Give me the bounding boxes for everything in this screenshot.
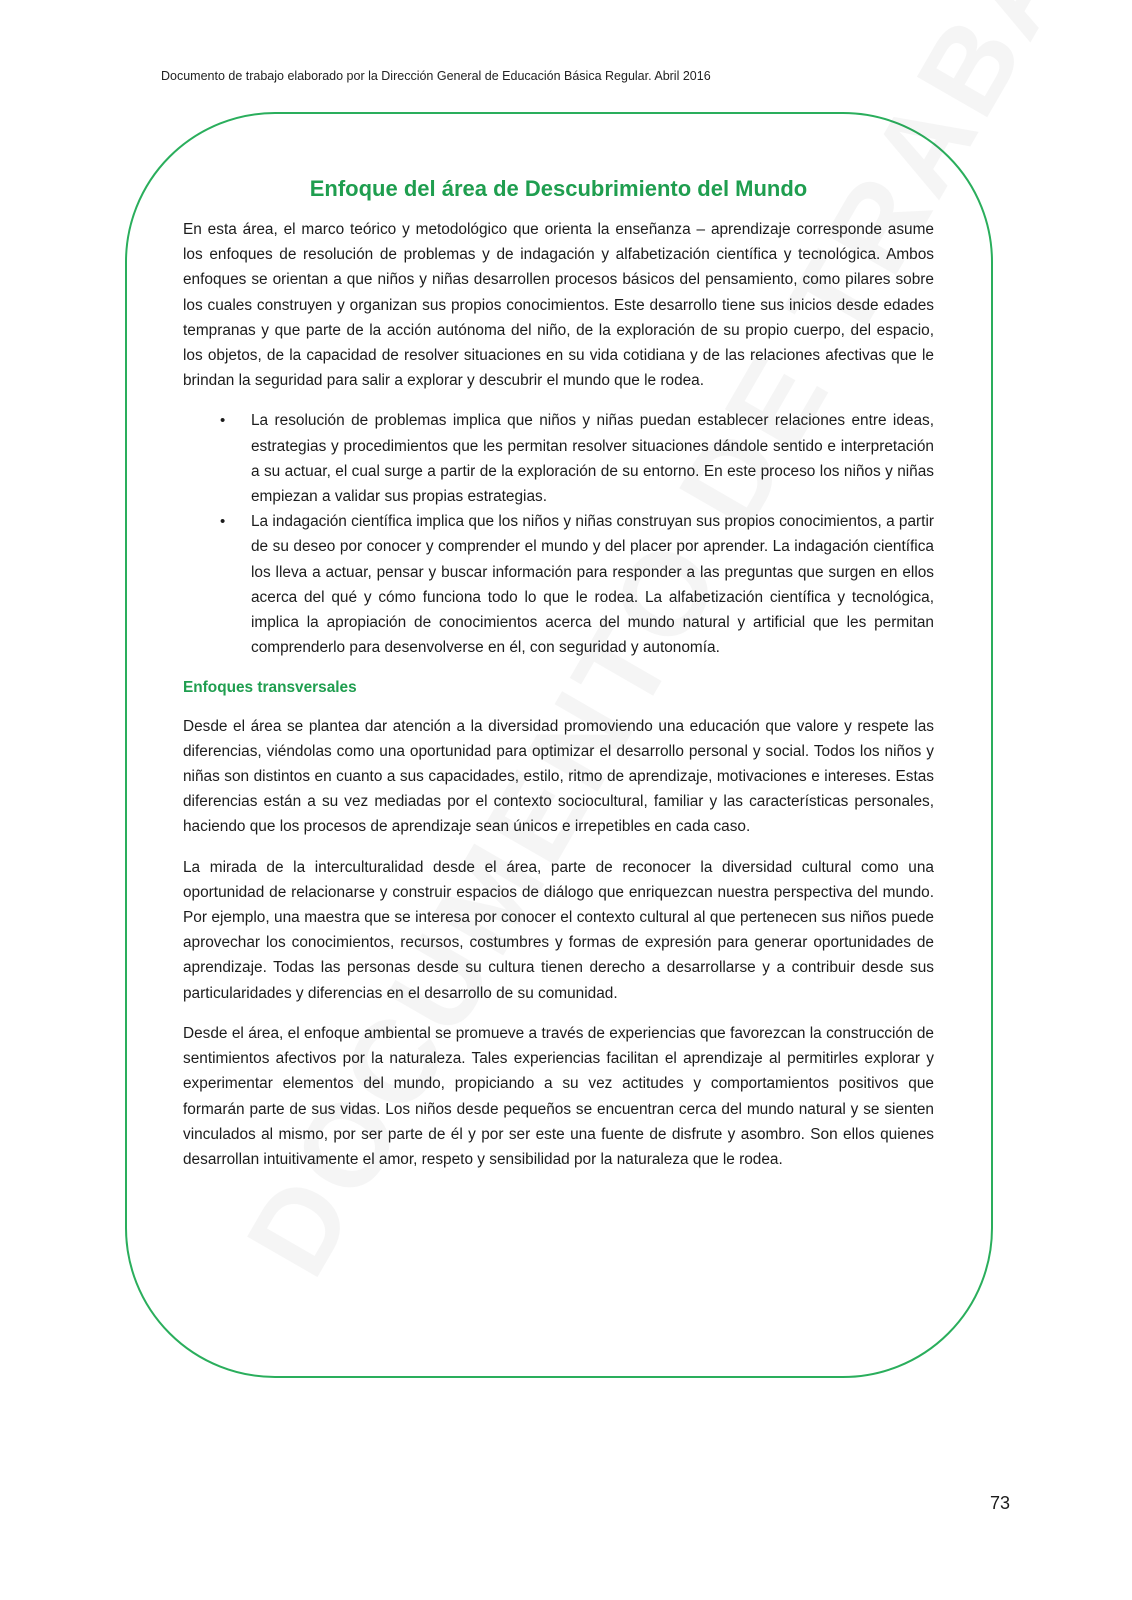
- bullet-icon: •: [220, 513, 226, 531]
- list-item-text: La indagación científica implica que los niños y niñas construyan sus propios conocimientos, a partir de su deseo por conocer y comprender el mundo y del placer por aprender. La indagación científica los lleva a actuar, pensar y buscar información para responder a las preguntas que surgen en ellos acerca del qué y cómo funciona todo lo que le rodea. La alfabetización científica y tecnológica, implica la apropiación de conocimientos acerca del mundo natural y artificial que les permitan comprenderlo para desenvolverse en él, con seguridad y autonomía.: [251, 513, 934, 657]
- environmental-paragraph: Desde el área, el enfoque ambiental se promueve a través de experiencias que favorezcan la construcción de sentimientos afectivos por la naturaleza. Tales experiencias facilitan el aprendizaje al permitirles explorar y experimentar elementos del mundo, propiciando a su vez actitudes y comportamientos positivos que formarán parte de sus vidas. Los niños desde pequeños se encuentran cerca del mundo natural y se sienten vinculados al mismo, por ser parte de él y por ser este una fuente de disfrute y asombro. Son ellos quienes desarrollan intuitivamente el amor, respeto y sensibilidad por la naturaleza que le rodea.: [183, 1024, 934, 1168]
- bullet-icon: •: [220, 412, 226, 430]
- section-subheading: Enfoques transversales: [183, 679, 357, 697]
- running-header: Documento de trabajo elaborado por la Dirección General de Educación Básica Regular. Abril 2016: [161, 69, 711, 83]
- page-content: [183, 175, 934, 1187]
- interculturality-paragraph: La mirada de la interculturalidad desde el área, parte de reconocer la diversidad cultural como una oportunidad de relacionarse y construir espacios de diálogo que enriquezcan nuestra perspectiva del mundo. Por ejemplo, una maestra que se interesa por conocer el contexto cultural al que pertenecen sus niños puede aprovechar los conocimientos, recursos, costumbres y formas de expresión para generar oportunidades de aprendizaje. Todas las personas desde su cultura tienen derecho a desarrollarse y a contribuir desde sus particularidades y diferencias en el desarrollo de su comunidad.: [183, 858, 934, 1002]
- list-item: [220, 509, 934, 660]
- list-item-text: La resolución de problemas implica que niños y niñas puedan establecer relaciones entre ideas, estrategias y procedimientos que les permitan resolver situaciones dándole sentido e interpretación a su actuar, el cual surge a partir de la exploración de su entorno. En este proceso los niños y niñas empiezan a validar sus propias estrategias.: [251, 412, 934, 506]
- page-number: 73: [990, 1493, 1011, 1513]
- intro-paragraph: En esta área, el marco teórico y metodológico que orienta la enseñanza – aprendizaje corresponde asume los enfoques de resolución de problemas y de indagación y alfabetización científica y tecnológica. Ambos enfoques se orientan a que niños y niñas desarrollen procesos básicos del pensamiento, como pilares sobre los cuales construyen y organizan sus propios conocimientos. Este desarrollo tiene sus inicios desde edades tempranas y que parte de la acción autónoma del niño, de la exploración de su propio cuerpo, del espacio, los objetos, de la capacidad de resolver situaciones en su vida cotidiana y de las relaciones afectivas que le brindan la seguridad para salir a explorar y descubrir el mundo que le rodea.: [183, 221, 934, 390]
- page-title: Enfoque del área de Descubrimiento del Mundo: [309, 176, 808, 201]
- bullet-list: [183, 408, 934, 660]
- list-item: [220, 408, 934, 509]
- diversity-paragraph: Desde el área se plantea dar atención a la diversidad promoviendo una educación que valore y respete las diferencias, viéndolas como una oportunidad para optimizar el desarrollo personal y social. Todos los niños y niñas son distintos en cuanto a sus capacidades, estilo, ritmo de aprendizaje, motivaciones e intereses. Estas diferencias están a su vez mediadas por el contexto sociocultural, familiar y las características personales, haciendo que los procesos de aprendizaje sean únicos e irrepetibles en cada caso.: [183, 717, 934, 836]
